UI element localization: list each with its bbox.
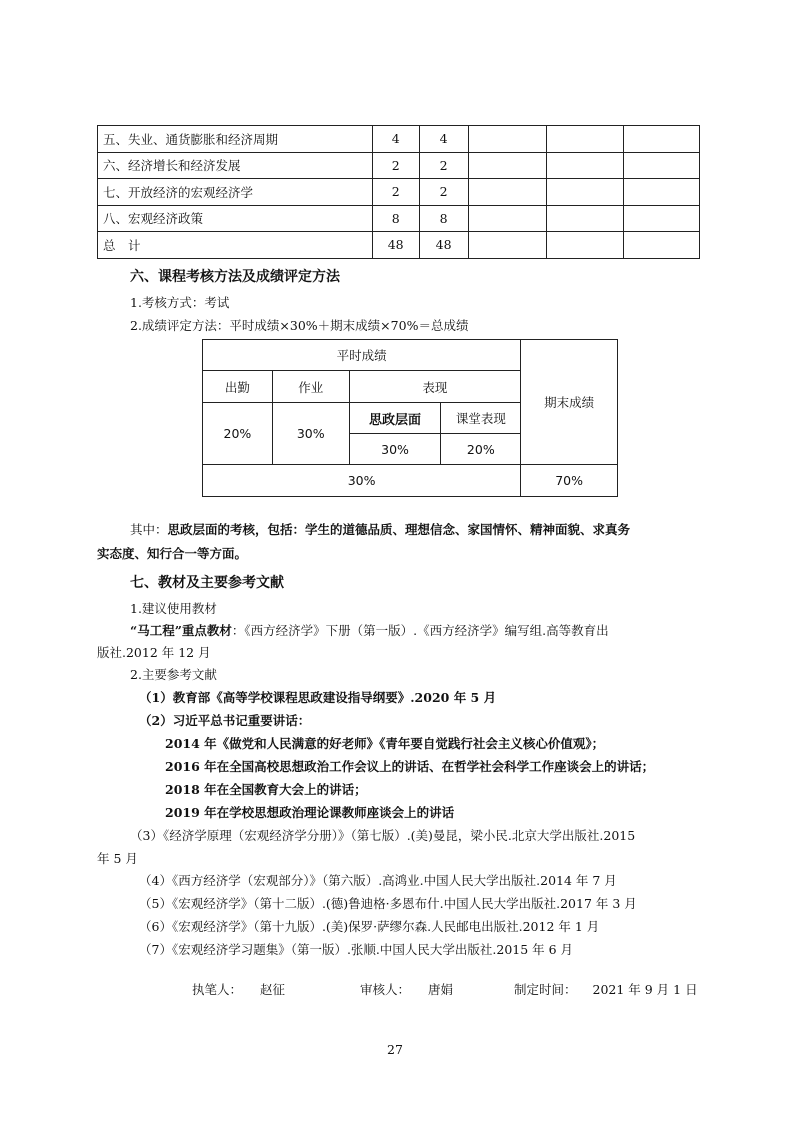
textbook-line1: [130, 621, 609, 639]
ref-2: （2）习近平总书记重要讲话：: [139, 713, 311, 728]
speech-3: 2018 年在全国教育大会上的讲话；: [165, 782, 367, 797]
ref-7: （7）《宏观经济学习题集》（第一版）.张顺.中国人民大学出版社.2015 年 6 月: [139, 942, 574, 957]
ref-6: （6）《宏观经济学》（第十九版）.(美)保罗·萨缪尔森.人民邮电出版社.2012 年 1 月: [139, 919, 600, 934]
homework-percent: 30%: [272, 403, 349, 465]
ideological-percent: 30%: [349, 434, 441, 465]
ref-3-line2: 年 5 月: [97, 851, 138, 866]
note-prefix: 其中：: [130, 522, 168, 537]
attendance-header: 出勤: [203, 371, 273, 403]
row-label: 八、宏观经济政策: [98, 205, 373, 232]
row-hours-b: 48: [419, 232, 468, 259]
ref-1: （1）教育部《高等学校课程思政建设指导纲要》.2020 年 5 月: [139, 690, 497, 705]
speech-1: 2014 年《做党和人民满意的好老师》《青年要自觉践行社会主义核心价值观》；: [165, 736, 605, 751]
ref-3-line1: （3）《经济学原理（宏观经济学分册）》（第七版）.(美)曼昆，梁小民.北京大学出版社.2015: [130, 828, 636, 843]
regular-grade-header: 平时成绩: [203, 340, 521, 371]
course-hours-table: [97, 125, 700, 259]
row-hours-b: 2: [419, 152, 468, 179]
textbook-line2: 版社.2012 年 12 月: [97, 645, 211, 660]
ideological-header: 思政层面: [349, 403, 441, 434]
row-label: 五、失业、通货膨胀和经济周期: [98, 126, 373, 153]
reviewer-label: 审核人：: [360, 982, 411, 997]
textbook-title: 1.建议使用教材: [130, 601, 217, 616]
author-label: 执笔人：: [192, 982, 243, 997]
date-label: 制定时间：: [514, 982, 577, 997]
date-value: 2021 年 9 月 1 日: [592, 982, 698, 997]
row-hours-a: 48: [372, 232, 419, 259]
row-label: 七、开放经济的宏观经济学: [98, 179, 373, 206]
textbook-bold: “马工程”重点教材: [130, 623, 232, 638]
row-hours-a: 4: [372, 126, 419, 153]
row-hours-b: 2: [419, 179, 468, 206]
textbook-rest: ：《西方经济学》下册（第一版）.《西方经济学》编写组.高等教育出: [231, 623, 609, 638]
page-number: 27: [387, 1042, 403, 1057]
speech-4: 2019 年在学校思想政治理论课教师座谈会上的讲话: [165, 805, 455, 820]
row-hours-a: 2: [372, 179, 419, 206]
table-row: [98, 179, 700, 206]
attendance-percent: 20%: [203, 403, 273, 465]
note-line2: 实态度、知行合一等方面。: [97, 546, 248, 561]
grade-table: [202, 339, 618, 497]
section6-line2: 2.成绩评定方法：平时成绩×30%＋期末成绩×70%＝总成绩: [130, 318, 469, 333]
final-grade-header: 期末成绩: [521, 340, 618, 465]
classroom-percent: 20%: [441, 434, 521, 465]
homework-header: 作业: [272, 371, 349, 403]
classroom-header: 课堂表现: [441, 403, 521, 434]
table-row: [98, 152, 700, 179]
row-label: 六、经济增长和经济发展: [98, 152, 373, 179]
note-bold-text: 思政层面的考核，包括：学生的道德品质、理想信念、家国情怀、精神面貌、求真务: [167, 522, 631, 537]
row-hours-b: 4: [419, 126, 468, 153]
table-row: [98, 126, 700, 153]
performance-header: 表现: [349, 371, 521, 403]
date-line: [514, 980, 698, 998]
reviewer-name: 唐娟: [428, 982, 454, 997]
speech-2: 2016 年在全国高校思想政治工作会议上的讲话、在哲学社会科学工作座谈会上的讲话；: [165, 759, 655, 774]
final-percent: 70%: [521, 465, 618, 497]
reviewer-line: [360, 980, 453, 998]
note-line1: [130, 520, 630, 538]
section7-heading: 七、教材及主要参考文献: [130, 575, 284, 591]
ref-5: （5）《宏观经济学》（第十二版）.(德)鲁迪格·多恩布什.中国人民大学出版社.2017 年 3 月: [139, 896, 637, 911]
row-hours-a: 8: [372, 205, 419, 232]
regular-total-percent: 30%: [203, 465, 521, 497]
section6-heading: 六、课程考核方法及成绩评定方法: [130, 269, 340, 285]
row-label: 总 计: [98, 232, 373, 259]
table-row: [98, 232, 700, 259]
ref-4: （4）《西方经济学（宏观部分）》（第六版）.高鸿业.中国人民大学出版社.2014 年 7 月: [139, 873, 617, 888]
row-hours-b: 8: [419, 205, 468, 232]
author-line: [192, 980, 285, 998]
section6-line1: 1.考核方式：考试: [130, 295, 230, 310]
table-row: [98, 205, 700, 232]
refs-title: 2.主要参考文献: [130, 667, 217, 682]
author-name: 赵征: [260, 982, 286, 997]
row-hours-a: 2: [372, 152, 419, 179]
